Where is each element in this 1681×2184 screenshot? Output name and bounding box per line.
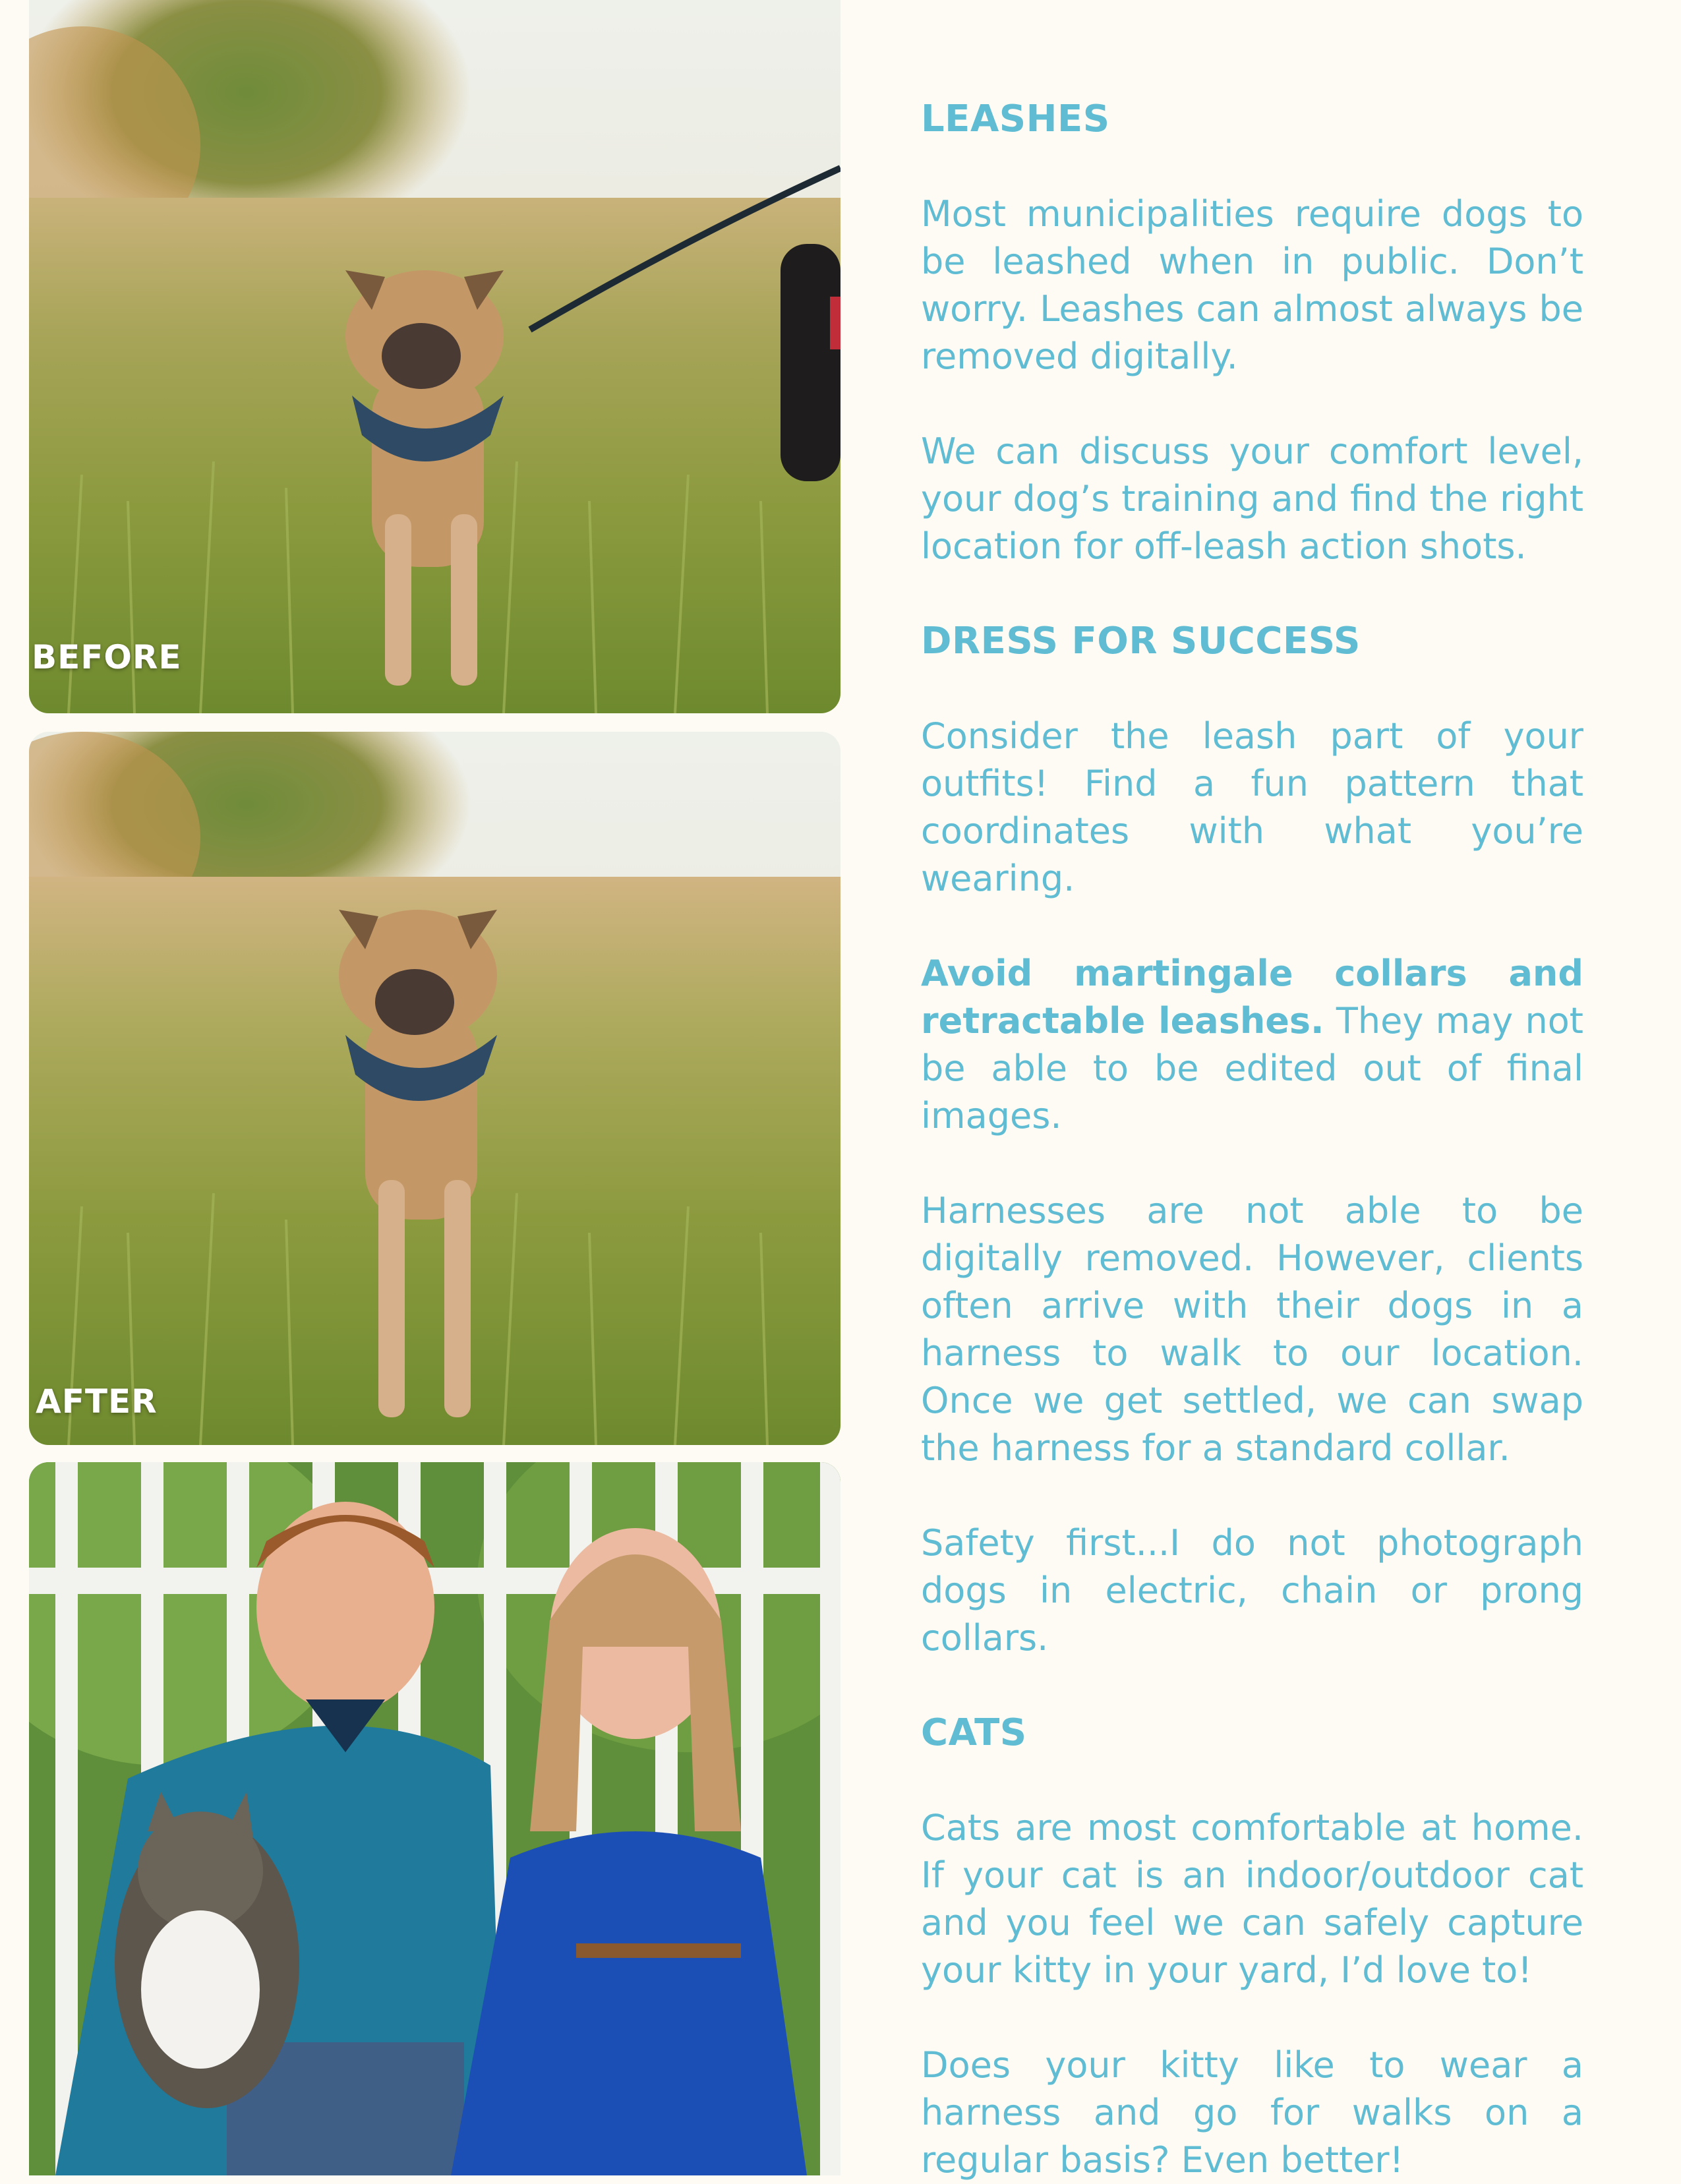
leashes-heading: LEASHES xyxy=(921,98,1110,140)
before-label: BEFORE xyxy=(32,638,182,676)
before-photo xyxy=(29,0,840,713)
couple-with-cat-photo xyxy=(29,1462,840,2175)
dog-leash-removed-image xyxy=(29,732,840,1445)
leashes-paragraph-1: Most municipalities require dogs to be leashed when in public. Don’t worry. Leashes can almost always be removed digitally. xyxy=(921,193,1583,377)
dress-paragraph-2-rest: They may not be able to be edited out of final images. xyxy=(921,1000,1583,1136)
cats-heading: CATS xyxy=(921,1711,1027,1754)
after-photo xyxy=(29,732,840,1445)
dress-paragraph-4: Safety first...I do not photograph dogs in electric, chain or prong collars. xyxy=(921,1522,1583,1659)
cats-paragraph-2: Does your kitty like to wear a harness and go for walks on a regular basis? Even better! xyxy=(921,2044,1583,2181)
cats-paragraph-1: Cats are most comfortable at home. If your cat is an indoor/outdoor cat and you feel we can safely capture your kitty in your yard, I’d love to! xyxy=(921,1807,1583,1991)
dress-paragraph-2 xyxy=(921,950,1583,1140)
dog-on-leash-image xyxy=(29,0,840,713)
after-label: AFTER xyxy=(36,1382,158,1421)
dress-paragraph-3: Harnesses are not able to be digitally removed. However, clients often arrive with their dogs in a harness to walk to our location. Once we get settled, we can swap the harness for a standard collar. xyxy=(921,1190,1583,1469)
dress-paragraph-2-bold: Avoid martingale collars and retractable leashes. xyxy=(921,953,1583,1042)
text-column xyxy=(921,96,1583,2184)
dress-for-success-heading: DRESS FOR SUCCESS xyxy=(921,620,1361,663)
couple-with-cat-image xyxy=(29,1462,840,2175)
leashes-paragraph-2: We can discuss your comfort level, your dog’s training and find the right location for off-leash action shots. xyxy=(921,430,1583,567)
dress-paragraph-1: Consider the leash part of your outfits! Find a fun pattern that coordinates with what you’re wearing. xyxy=(921,715,1583,899)
